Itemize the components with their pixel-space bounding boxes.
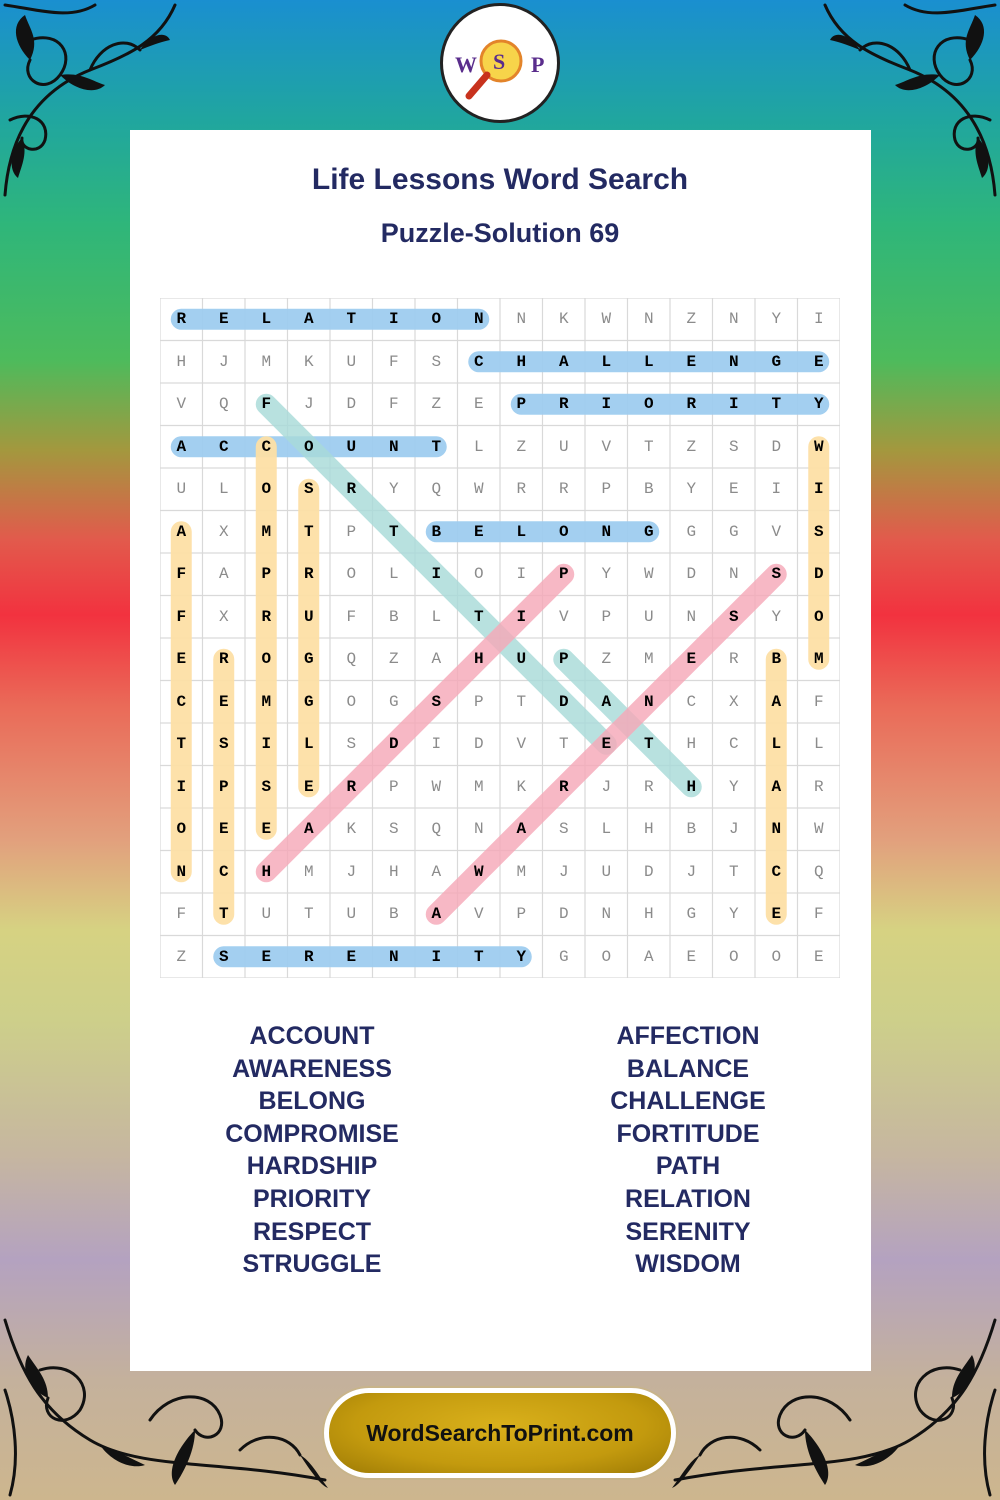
grid-letter: E [771,905,782,924]
word-list-item: RESPECT [252,1217,372,1246]
grid-letter: Y [728,777,739,796]
grid-letter: T [303,905,314,924]
grid-letter: I [813,480,824,499]
grid-letter: L [218,480,229,499]
grid-letter: N [771,820,782,839]
grid-letter: N [728,565,739,584]
grid-letter: P [558,650,569,669]
grid-letter: H [643,905,654,924]
grid-letter: P [601,480,612,499]
grid-letter: X [218,607,229,626]
grid-letter: S [303,480,314,499]
grid-letter: I [601,395,612,414]
grid-letter: R [303,565,314,584]
grid-letter: O [601,947,612,966]
grid-letter: N [643,310,654,329]
grid-letter: P [473,692,484,711]
grid-letter: A [431,650,442,669]
grid-letter: A [516,820,527,839]
grid-letter: J [686,862,697,881]
grid-letter: T [643,437,654,456]
logo-letter-w: W [455,52,477,77]
grid-letter: T [728,862,739,881]
grid-letter: D [813,565,824,584]
grid-letter: Z [388,650,399,669]
grid-letter: D [388,735,399,754]
grid-letter: L [601,352,612,371]
grid-letter: I [388,310,399,329]
grid-letter: I [261,735,272,754]
grid-letter: P [388,777,399,796]
grid-letter: S [728,607,739,626]
grid-letter: U [346,352,357,371]
grid-letter: N [601,522,612,541]
grid-letter: M [813,650,824,669]
grid-letter: J [558,862,569,881]
grid-letter: M [261,692,272,711]
grid-letter: Y [771,607,782,626]
grid-letter: E [261,820,272,839]
grid-letter: C [771,862,782,881]
grid-letter: U [176,480,187,499]
grid-letter: M [516,862,527,881]
word-list-right [513,1020,863,1281]
site-logo[interactable] [440,3,560,123]
grid-letter: O [771,947,782,966]
grid-letter: F [176,607,187,626]
word-list-item: BALANCE [626,1054,750,1083]
grid-letter: U [516,650,527,669]
grid-letter: W [473,480,484,499]
grid-letter: P [516,395,527,414]
grid-letter: S [346,735,357,754]
grid-letter: Q [346,650,357,669]
grid-letter: Y [771,310,782,329]
grid-letter: F [813,905,824,924]
grid-letter: H [261,862,272,881]
grid-letter: H [388,862,399,881]
grid-letter: G [643,522,654,541]
grid-letter: P [516,905,527,924]
grid-letter: I [431,947,442,966]
grid-letter: A [558,352,569,371]
grid-letter: S [431,692,442,711]
grid-letter: C [728,735,739,754]
grid-letter: V [516,735,527,754]
word-list-item: HARDSHIP [246,1152,378,1181]
grid-letter: A [431,862,442,881]
grid-letter: W [473,862,484,881]
grid-letter: D [346,395,357,414]
grid-letter: U [346,437,357,456]
word-list-item: SERENITY [625,1217,751,1246]
grid-letter: P [346,522,357,541]
grid-letter: Z [176,947,187,966]
grid-letter: R [218,650,229,669]
word-search-grid [160,298,840,978]
grid-letter: H [516,352,527,371]
grid-letter: Z [686,310,697,329]
grid-letter: J [601,777,612,796]
grid-letter: G [303,650,314,669]
grid-letter: I [431,735,442,754]
grid-letter: E [473,522,484,541]
grid-letter: A [176,437,187,456]
grid-letter: R [346,480,357,499]
grid-letter: T [516,692,527,711]
grid-letter: Z [516,437,527,456]
grid-letter: G [728,522,739,541]
grid-letter: E [261,947,272,966]
grid-letter: J [303,395,314,414]
word-list-item: PRIORITY [252,1184,372,1213]
grid-letter: N [728,310,739,329]
grid-letter: W [643,565,654,584]
grid-letter: B [431,522,442,541]
grid-letter: F [346,607,357,626]
grid-letter: A [176,522,187,541]
grid-letter: O [176,820,187,839]
grid-letter: L [643,352,654,371]
grid-letter: R [813,777,824,796]
grid-letter: Q [431,820,442,839]
word-list-item: WISDOM [635,1250,741,1279]
grid-letter: T [643,735,654,754]
grid-letter: O [261,480,272,499]
grid-letter: U [643,607,654,626]
grid-letter: V [601,437,612,456]
grid-letter: E [813,947,824,966]
grid-letter: E [473,395,484,414]
grid-letter: N [473,820,484,839]
grid-letter: A [218,565,229,584]
grid-letter: L [303,735,314,754]
grid-letter: I [431,565,442,584]
grid-letter: H [686,777,697,796]
grid-letter: N [176,862,187,881]
grid-letter: A [431,905,442,924]
grid-letter: A [771,777,782,796]
grid-letter: L [601,820,612,839]
grid-letter: S [218,735,229,754]
grid-letter: W [813,437,824,456]
grid-letter: Y [686,480,697,499]
grid-letter: U [601,862,612,881]
word-list-item: PATH [655,1152,721,1181]
grid-letter: X [218,522,229,541]
grid-letter: O [346,692,357,711]
grid-letter: R [558,480,569,499]
grid-letter: M [261,522,272,541]
grid-letter: F [176,905,187,924]
website-link-button[interactable]: WordSearchToPrint.com [324,1388,676,1478]
grid-letter: Y [601,565,612,584]
grid-letter: R [261,607,272,626]
grid-letter: O [261,650,272,669]
logo-letter-p: P [531,52,545,77]
grid-letter: I [516,607,527,626]
word-list-item: FORTITUDE [616,1119,760,1148]
grid-letter: T [346,310,357,329]
grid-letter: A [771,692,782,711]
grid-letter: E [346,947,357,966]
grid-letter: D [771,437,782,456]
grid-letter: R [558,777,569,796]
grid-letter: O [813,607,824,626]
grid-letter: P [558,565,569,584]
grid-letter: V [176,395,187,414]
grid-letter: Y [728,905,739,924]
word-list-item: STRUGGLE [242,1250,382,1279]
grid-letter: X [728,692,739,711]
grid-letter: M [303,862,314,881]
grid-letter: B [388,905,399,924]
grid-letter: C [473,352,484,371]
grid-letter: S [771,565,782,584]
grid-letter: P [261,565,272,584]
page-title: Life Lessons Word Search [311,163,689,196]
grid-letter: E [218,692,229,711]
grid-letter: E [813,352,824,371]
grid-letter: C [176,692,187,711]
grid-letter: O [728,947,739,966]
grid-letter: E [601,735,612,754]
grid-letter: S [218,947,229,966]
grid-letter: Z [431,395,442,414]
grid-letter: Z [601,650,612,669]
grid-letter: Y [516,947,527,966]
grid-letter: I [813,310,824,329]
grid-letter: E [728,480,739,499]
grid-letter: N [516,310,527,329]
magnifier-icon [443,6,557,120]
grid-letter: G [686,522,697,541]
grid-letter: I [176,777,187,796]
grid-letter: T [431,437,442,456]
word-list-item: ACCOUNT [249,1022,375,1050]
grid-letter: K [303,352,314,371]
grid-letter: V [473,905,484,924]
grid-letter: O [303,437,314,456]
grid-letter: R [303,947,314,966]
grid-letter: M [261,352,272,371]
grid-letter: O [473,565,484,584]
grid-letter: H [643,820,654,839]
grid-letter: E [686,650,697,669]
grid-letter: Y [813,395,824,414]
grid-letter: D [643,862,654,881]
grid-letter: L [813,735,824,754]
grid-letter: R [558,395,569,414]
grid-letter: T [473,947,484,966]
grid-letter: E [686,947,697,966]
logo-letter-s: S [493,49,506,74]
grid-letter: C [218,437,229,456]
grid-letter: T [558,735,569,754]
grid-letter: R [176,310,187,329]
grid-letter: R [643,777,654,796]
grid-letter: D [558,692,569,711]
grid-letter: G [303,692,314,711]
page-subtitle: Puzzle-Solution 69 [380,218,620,248]
grid-letter: F [176,565,187,584]
grid-letter: E [218,820,229,839]
grid-letter: S [431,352,442,371]
grid-letter: E [303,777,314,796]
grid-letter: O [643,395,654,414]
grid-letter: C [686,692,697,711]
grid-letter: K [346,820,357,839]
grid-letter: L [516,522,527,541]
word-list-item: RELATION [625,1184,751,1213]
grid-letter: N [388,437,399,456]
grid-letter: Q [431,480,442,499]
grid-letter: Q [813,862,824,881]
grid-letter: N [601,905,612,924]
grid-letter: R [346,777,357,796]
grid-letter: D [686,565,697,584]
grid-letter: B [686,820,697,839]
word-list-item: BELONG [258,1087,366,1116]
grid-letter: I [771,480,782,499]
grid-letter: W [813,820,824,839]
grid-letter: A [643,947,654,966]
grid-letter: M [643,650,654,669]
grid-letter: U [558,437,569,456]
grid-letter: G [558,947,569,966]
grid-letter: Z [686,437,697,456]
grid-letter: U [303,607,314,626]
grid-letter: U [346,905,357,924]
grid-letter: K [516,777,527,796]
grid-letter: C [261,437,272,456]
grid-letter: A [303,820,314,839]
grid-letter: J [346,862,357,881]
grid-letter: K [558,310,569,329]
grid-letter: Y [388,480,399,499]
word-list-item: COMPROMISE [225,1119,399,1148]
word-list-item: CHALLENGE [610,1087,766,1116]
word-list-left [137,1020,487,1281]
grid-letter: L [771,735,782,754]
grid-letter: A [601,692,612,711]
grid-letter: P [218,777,229,796]
grid-letter: O [431,310,442,329]
grid-letter: P [601,607,612,626]
grid-letter: B [643,480,654,499]
grid-letter: N [388,947,399,966]
grid-letter: N [643,692,654,711]
grid-letter: G [388,692,399,711]
grid-letter: W [601,310,612,329]
grid-letter: N [686,607,697,626]
grid-letter: R [728,650,739,669]
grid-letter: V [771,522,782,541]
grid-letter: H [473,650,484,669]
grid-letter: L [431,607,442,626]
grid-letter: M [473,777,484,796]
grid-letter: J [218,352,229,371]
grid-letter: V [558,607,569,626]
grid-letter: L [388,565,399,584]
grid-letter: S [728,437,739,456]
grid-letter: I [728,395,739,414]
grid-letter: G [771,352,782,371]
grid-letter: L [473,437,484,456]
grid-letter: F [388,395,399,414]
grid-letter: D [473,735,484,754]
grid-letter: E [686,352,697,371]
grid-letter: R [686,395,697,414]
word-list-item: AFFECTION [616,1022,760,1050]
grid-letter: I [516,565,527,584]
grid-letter: S [813,522,824,541]
grid-letter: H [176,352,187,371]
grid-letter: E [176,650,187,669]
grid-letter: Q [218,395,229,414]
grid-letter: N [728,352,739,371]
grid-letter: F [388,352,399,371]
grid-letter: F [261,395,272,414]
grid-letter: S [558,820,569,839]
grid-letter: U [261,905,272,924]
grid-letter: G [686,905,697,924]
grid-letter: O [346,565,357,584]
grid-letter: C [218,862,229,881]
grid-letter: T [303,522,314,541]
grid-letter: S [261,777,272,796]
grid-letter: T [388,522,399,541]
grid-letter: D [558,905,569,924]
word-list-item: AWARENESS [232,1054,392,1083]
grid-letter: L [261,310,272,329]
grid-letter: W [431,777,442,796]
grid-letter: S [388,820,399,839]
grid-letter: T [176,735,187,754]
grid-letter: T [473,607,484,626]
grid-letter: B [771,650,782,669]
grid-letter: T [218,905,229,924]
grid-letter: O [558,522,569,541]
grid-letter: R [516,480,527,499]
grid-letter: E [218,310,229,329]
grid-letter: J [728,820,739,839]
grid-letter: T [771,395,782,414]
grid-letter: A [303,310,314,329]
grid-letter: N [473,310,484,329]
grid-letter: H [686,735,697,754]
grid-letter: B [388,607,399,626]
grid-letter: F [813,692,824,711]
